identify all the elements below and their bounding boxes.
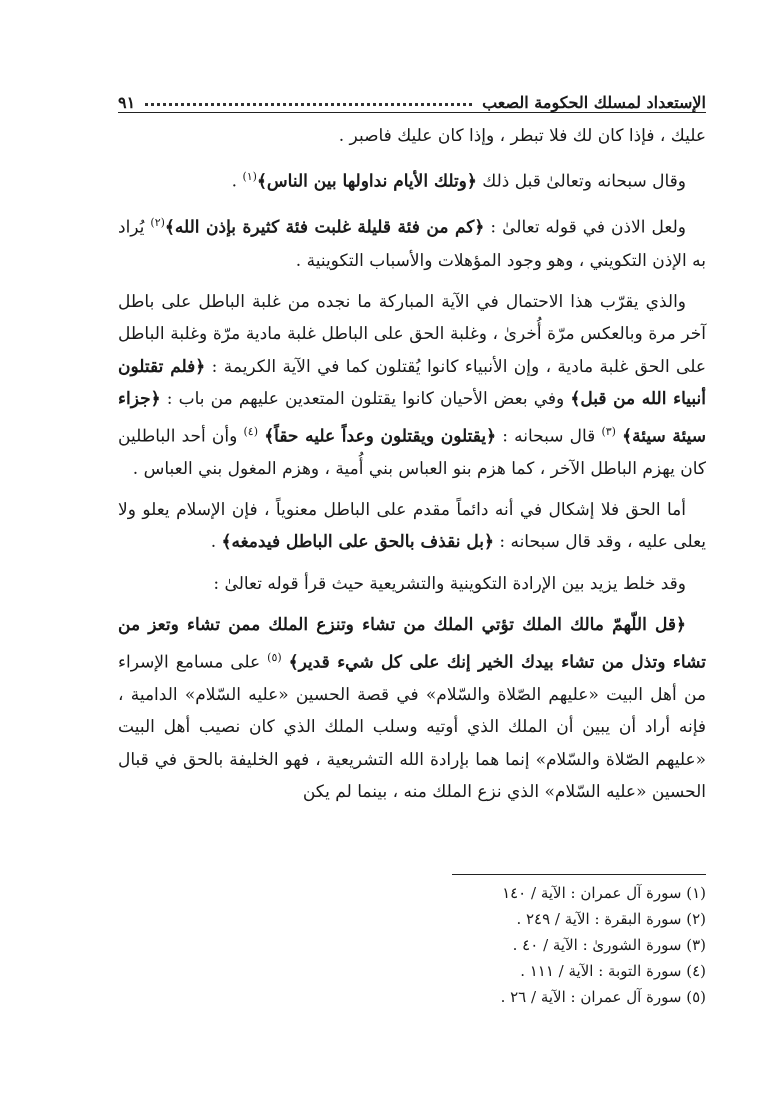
quran-quote: ﴿وتلك الأيام نداولها بين الناس﴾	[256, 172, 477, 193]
text-run: على مسامع الإسراء من أهل البيت «عليهم الصّلاة والسّلام» في قصة الحسين «عليه السّلام» الدامية ، فإنه أراد أن يبين أن الملك الذي أوتيه وسلب الملك الذي كان نصيب أهل البيت «عليهم الصّلاة والسّلام» إنما هما بإرادة الله التشريعية ، فهو الخليفة بالحق في قبال الحسين «عليه السّلام» الذي نزع الملك منه ، بينما لم يكن	[118, 652, 706, 802]
footnote-marker: (١)	[242, 170, 257, 184]
text-run	[282, 652, 289, 672]
paragraph	[118, 161, 706, 198]
footnote: (٤) سورة التوبة : الآية / ١١١ .	[520, 962, 706, 980]
text-run: وأن أحد الباطلين كان يهزم الباطل الآخر ، كما هزم بنو العباس بني أُمية ، وهزم المغول بني العباس .	[118, 426, 706, 479]
quran-quote: ﴿بل نقذف بالحق على الباطل فيدمغه﴾	[221, 532, 494, 553]
text-run: عليك ، فإذا كان لك فلا تبطر ، وإذا كان عليك فاصبر .	[338, 126, 706, 146]
text-run: والذي يقرّب هذا الاحتمال في الآية المباركة ما نجده من غلبة الباطل على باطل آخر مرة وبالعكس مرّة أُخرىٰ ، وغلبة الحق على الباطل غلبة مادية مرّة وغلبة الباطل على الحق غلبة مادية ، وإن الأنبياء كانوا يُقتلون كما في الآية الكريمة :	[118, 291, 706, 377]
footnote: (٣) سورة الشورىٰ : الآية / ٤٠ .	[512, 936, 706, 954]
leader-dots	[145, 103, 472, 106]
running-title: الإستعداد لمسلك الحكومة الصعب	[482, 93, 706, 112]
paragraph	[118, 609, 706, 808]
text-run: أما الحق فلا إشكال في أنه دائماً مقدم على الباطل معنوياً ، فإن الإسلام يعلو ولا يعلى عليه ، وقد قال سبحانه :	[118, 500, 706, 553]
quran-quote: ﴿قل اللّهمّ مالك الملك تؤتي الملك من تشاء وتنزع الملك ممن تشاء وتعز من تشاء وتذل من تشاء بيدك الخير إنك على كل شيء قدير﴾	[118, 615, 706, 673]
quran-quote: ﴿فلم تقتلون أنبياء الله من قبل﴾	[118, 356, 706, 410]
text-run: وقد خلط يزيد بين الإرادة التكوينية والتشريعية حيث قرأ قوله تعالىٰ :	[213, 573, 686, 594]
header-rule	[118, 112, 706, 113]
footnote-marker: (٤)	[243, 424, 259, 438]
running-header	[118, 86, 706, 112]
text-run: وفي بعض الأحيان كانوا يقتلون المتعدين عليهم من باب :	[160, 389, 571, 410]
text-run: قال سبحانه :	[496, 426, 602, 447]
text-run: يُراد به الإذن التكويني ، وهو وجود المؤهلات والأسباب التكوينية .	[118, 218, 706, 271]
paragraph	[118, 286, 706, 485]
footnote: (١) سورة آل عمران : الآية / ١٤٠	[502, 884, 706, 902]
text-run: .	[210, 532, 222, 553]
quran-quote: ﴿يقتلون ويقتلون وعداً عليه حقاً﴾	[264, 426, 497, 447]
text-run: .	[231, 172, 243, 193]
footnote-marker: (٥)	[267, 650, 282, 664]
quran-quote: ﴿كم من فئة قليلة غلبت فئة كثيرة بإذن الله﴾	[164, 218, 485, 239]
text-run: ولعل الاذن في قوله تعالىٰ :	[484, 218, 686, 239]
page-number: ٩١	[118, 93, 136, 112]
paragraph	[118, 568, 706, 600]
footnote-rule	[452, 874, 706, 875]
quran-quote: ﴿جزاء سيئة سيئة﴾	[118, 389, 707, 447]
footnote-marker: (٣)	[601, 424, 616, 438]
body-text	[118, 120, 706, 817]
footnote-marker: (٢)	[150, 216, 165, 230]
paragraph	[118, 207, 706, 276]
text-run: وقال سبحانه وتعالىٰ قبل ذلك	[476, 172, 686, 193]
paragraph	[118, 494, 706, 559]
paragraph	[118, 120, 706, 152]
footnotes	[300, 880, 706, 1010]
footnote: (٥) سورة آل عمران : الآية / ٢٦ .	[500, 988, 706, 1006]
footnote: (٢) سورة البقرة : الآية / ٢٤٩ .	[516, 910, 706, 928]
